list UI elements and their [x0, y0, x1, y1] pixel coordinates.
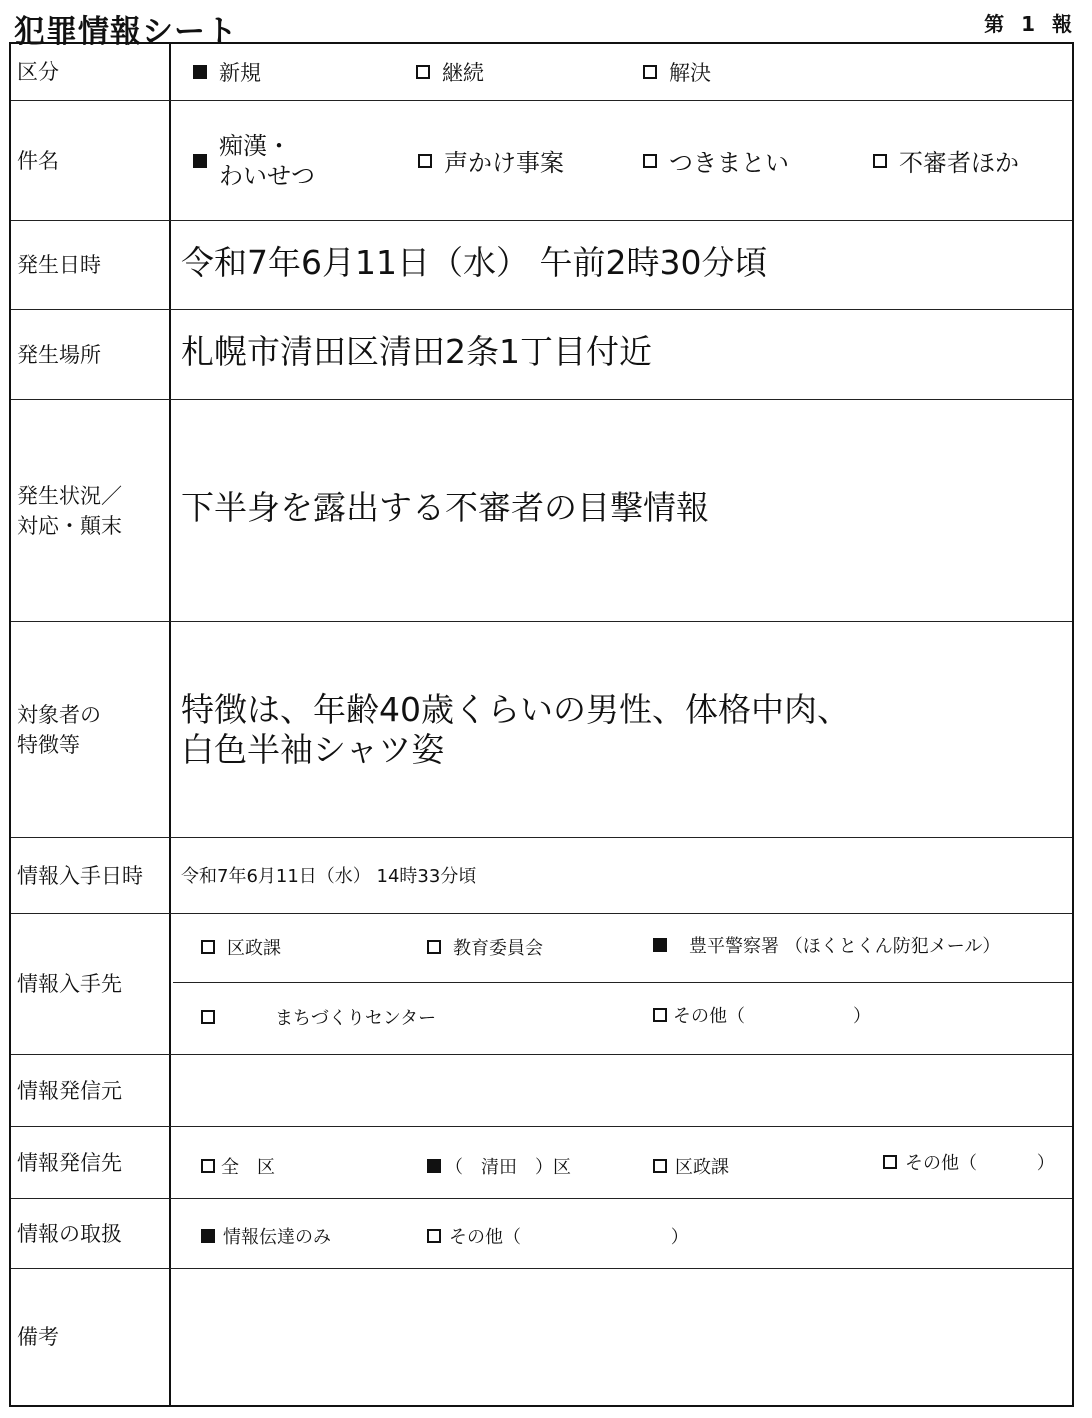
occurrence-place-label: 発生場所 — [11, 310, 171, 399]
info-issuer-label: 情報発信元 — [11, 1055, 171, 1126]
subject-option-suspicious-person[interactable] — [873, 101, 1019, 220]
category-option-new[interactable] — [193, 44, 261, 100]
situation-label: 発生状況／ 対応・顛末 — [11, 400, 171, 621]
checkbox-icon — [653, 1159, 667, 1173]
option-label: その他（ ） — [449, 1227, 689, 1248]
option-label: まちづくりセンター — [275, 1008, 437, 1029]
info-source-label: 情報入手先 — [11, 914, 171, 1054]
option-label: 新規 — [219, 61, 261, 85]
report-number: 第 1 報 — [984, 12, 1072, 36]
checkbox-icon — [416, 65, 430, 79]
subject-options — [173, 101, 1072, 220]
checkbox-checked-icon — [653, 938, 667, 952]
info-source-option-police[interactable] — [653, 932, 1000, 958]
row-info-source — [11, 914, 1072, 1055]
option-label: その他（ ） — [905, 1153, 1055, 1174]
checkbox-icon — [883, 1155, 897, 1169]
document-title: 犯罪情報シート — [14, 14, 238, 50]
category-option-resolved[interactable] — [643, 44, 711, 100]
handling-label: 情報の取扱 — [11, 1199, 171, 1268]
handling-options — [173, 1199, 1072, 1268]
row-info-destination — [11, 1127, 1072, 1199]
option-label: 区政課 — [227, 938, 281, 959]
row-info-received-datetime — [11, 838, 1072, 914]
checkbox-checked-icon — [193, 65, 207, 79]
info-destination-label: 情報発信先 — [11, 1127, 171, 1198]
info-issuer-field — [173, 1055, 1072, 1126]
subject-option-molestation[interactable] — [193, 101, 315, 220]
checkbox-icon — [427, 1229, 441, 1243]
checkbox-icon — [643, 65, 657, 79]
row-category — [11, 44, 1072, 101]
row-handling — [11, 1199, 1072, 1269]
handling-option-relay-only[interactable] — [201, 1223, 331, 1249]
checkbox-icon — [201, 1010, 215, 1024]
handling-option-other[interactable] — [427, 1223, 689, 1249]
row-suspect — [11, 622, 1072, 838]
info-source-options — [173, 914, 1072, 1054]
occurrence-datetime-value: 令和7年6月11日（水） 午前2時30分頃 — [181, 243, 768, 282]
row-remarks — [11, 1269, 1072, 1405]
info-source-option-community-center[interactable] — [201, 1004, 436, 1030]
row-info-issuer — [11, 1055, 1072, 1127]
info-received-datetime-value: 令和7年6月11日（水） 14時33分頃 — [181, 866, 477, 887]
row-subject — [11, 101, 1072, 221]
info-source-option-board-of-education[interactable] — [427, 934, 543, 960]
option-label: 全 区 — [221, 1157, 275, 1178]
option-label: 区政課 — [675, 1157, 729, 1178]
checkbox-icon — [873, 154, 887, 168]
info-destination-option-ward-office[interactable] — [653, 1153, 729, 1179]
info-source-option-other[interactable] — [653, 1002, 871, 1028]
info-source-divider — [173, 982, 1072, 983]
situation-field — [173, 400, 1072, 621]
info-source-option-ward-office[interactable] — [201, 934, 281, 960]
checkbox-icon — [653, 1008, 667, 1022]
occurrence-place-value: 札幌市清田区清田2条1丁目付近 — [181, 332, 652, 371]
checkbox-checked-icon — [427, 1159, 441, 1173]
suspect-field — [173, 622, 1072, 837]
option-label: 声かけ事案 — [444, 149, 564, 177]
checkbox-icon — [643, 154, 657, 168]
checkbox-icon — [201, 1159, 215, 1173]
row-occurrence-place — [11, 310, 1072, 400]
option-label: 豊平警察署 （ほくとくん防犯メール） — [689, 936, 1001, 957]
suspect-value: 特徴は、年齢40歳くらいの男性、体格中肉、 白色半袖シャツ姿 — [181, 690, 850, 769]
checkbox-checked-icon — [193, 154, 207, 168]
subject-option-stalking[interactable] — [643, 101, 789, 220]
subject-option-verbal-approach[interactable] — [418, 101, 564, 220]
checkbox-icon — [418, 154, 432, 168]
remarks-field — [173, 1269, 1072, 1405]
occurrence-place-field — [173, 310, 1072, 399]
info-destination-option-other[interactable] — [883, 1149, 1055, 1175]
option-label: 不審者ほか — [899, 149, 1019, 177]
option-label: その他（ ） — [673, 1006, 871, 1027]
info-destination-option-kiyota-ward[interactable] — [427, 1153, 571, 1179]
row-situation — [11, 400, 1072, 622]
option-label: つきまとい — [669, 149, 789, 177]
remarks-label: 備考 — [11, 1269, 171, 1405]
option-label: 解決 — [669, 61, 711, 85]
category-option-continuing[interactable] — [416, 44, 484, 100]
info-received-datetime-label: 情報入手日時 — [11, 838, 171, 913]
crime-info-sheet — [9, 42, 1074, 1407]
info-received-datetime-field — [173, 838, 1072, 913]
option-label: 痴漢・ わいせつ — [219, 131, 315, 190]
category-label: 区分 — [11, 44, 171, 100]
category-options — [173, 44, 1072, 100]
checkbox-icon — [201, 940, 215, 954]
occurrence-datetime-field — [173, 221, 1072, 309]
row-occurrence-datetime — [11, 221, 1072, 310]
info-destination-option-all-wards[interactable] — [201, 1153, 275, 1179]
info-destination-options — [173, 1127, 1072, 1198]
suspect-label: 対象者の 特徴等 — [11, 622, 171, 837]
checkbox-checked-icon — [201, 1229, 215, 1243]
occurrence-datetime-label: 発生日時 — [11, 221, 171, 309]
option-label: 継続 — [442, 61, 484, 85]
situation-value: 下半身を露出する不審者の目撃情報 — [181, 488, 709, 527]
option-label: 情報伝達のみ — [223, 1227, 331, 1248]
checkbox-icon — [427, 940, 441, 954]
subject-label: 件名 — [11, 101, 171, 220]
option-label: （ 清田 ）区 — [445, 1157, 571, 1178]
option-label: 教育委員会 — [453, 938, 543, 959]
